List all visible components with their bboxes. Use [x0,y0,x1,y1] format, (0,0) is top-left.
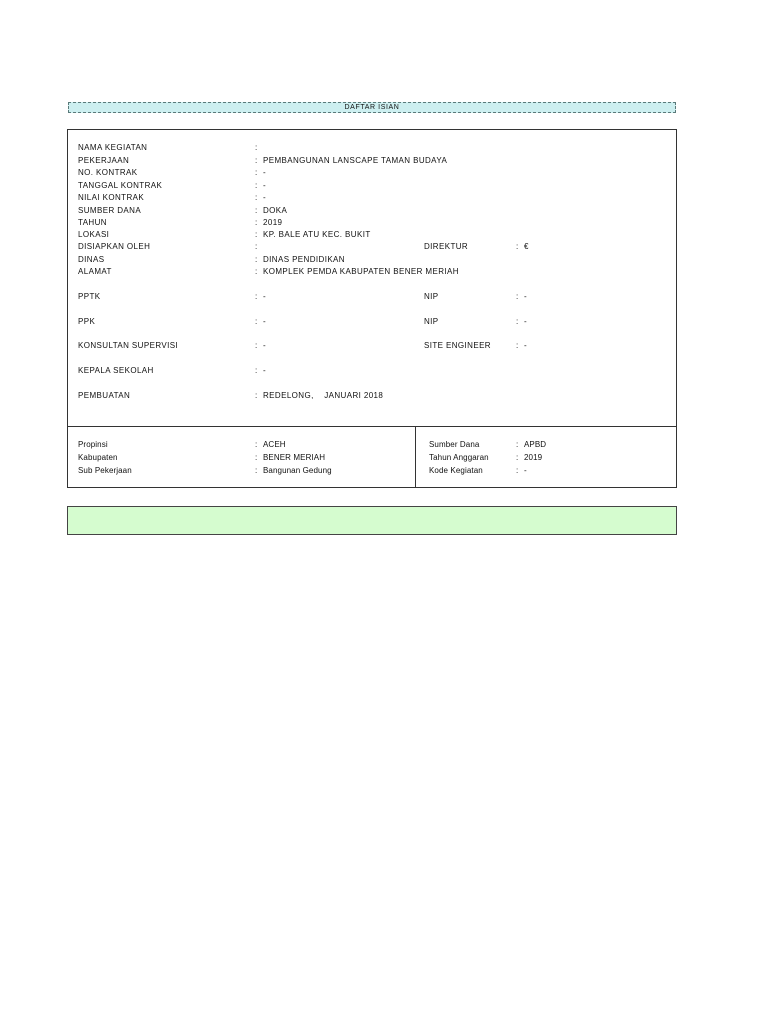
row-dinas [68,255,676,265]
label-ppk-nip: NIP [424,317,439,326]
label-tanggal-kontrak: TANGGAL KONTRAK [78,180,163,190]
value-nilai-kontrak: - [263,193,267,202]
row-nilai-kontrak [68,193,676,203]
label-pptk: PPTK [78,292,101,301]
label-sub-pekerjaan: Sub Pekerjaan [78,466,132,475]
colon: : [255,317,258,326]
label-alamat: ALAMAT [78,267,112,276]
section-divider [68,426,676,427]
colon: : [255,391,258,400]
colon: : [255,366,258,375]
colon: : [255,205,258,215]
value-ppk: - [263,317,267,326]
colon: : [255,292,258,301]
value-pptk-nip: - [524,292,528,301]
colon: : [255,168,258,177]
colon: : [255,242,258,251]
row-sumber-dana [68,206,676,216]
row-sub-pekerjaan [68,466,676,476]
row-propinsi [68,440,676,450]
colon: : [516,440,519,449]
value-kode-kegiatan: - [524,466,527,475]
colon: : [516,453,519,462]
row-kepala-sekolah [68,366,676,376]
value-pekerjaan: PEMBANGUNAN LANSCAPE TAMAN BUDAYA [263,155,448,165]
value-propinsi: ACEH [263,440,286,449]
label-tahun-anggaran: Tahun Anggaran [429,453,489,462]
colon: : [255,230,258,239]
colon: : [516,466,519,475]
colon: : [516,242,519,251]
colon: : [255,180,258,190]
label-dinas: DINAS [78,255,105,264]
value-pptk: - [263,292,267,301]
value-kepala-sekolah: - [263,366,267,375]
value-sumber-dana-lower: APBD [524,440,547,449]
label-tahun: TAHUN [78,218,107,227]
value-alamat: KOMPLEK PEMDA KABUPATEN BENER MERIAH [263,267,459,276]
colon: : [255,466,258,475]
value-lokasi: KP. BALE ATU KEC. BUKIT [263,230,371,239]
label-kepala-sekolah: KEPALA SEKOLAH [78,366,154,375]
value-kabupaten: BENER MERIAH [263,453,326,462]
value-dinas: DINAS PENDIDIKAN [263,255,345,264]
colon: : [255,143,258,152]
value-sub-pekerjaan: Bangunan Gedung [263,466,332,475]
row-nama-kegiatan [68,143,676,153]
colon: : [255,255,258,264]
row-alamat [68,267,676,277]
value-tanggal-kontrak: - [263,180,267,190]
label-nama-kegiatan: NAMA KEGIATAN [78,143,148,152]
label-kabupaten: Kabupaten [78,453,118,462]
label-direktur: DIREKTUR [424,242,469,251]
label-sumber-dana: SUMBER DANA [78,205,142,215]
value-ppk-nip: - [524,317,528,326]
row-tahun [68,218,676,228]
colon: : [255,440,258,449]
row-pekerjaan [68,156,676,166]
label-lokasi: LOKASI [78,230,110,239]
value-direktur: € [524,242,529,251]
row-pptk [68,292,676,302]
label-disiapkan-oleh: DISIAPKAN OLEH [78,242,151,251]
colon: : [255,155,258,165]
row-tanggal-kontrak [68,181,676,191]
label-site-engineer: SITE ENGINEER [424,341,491,350]
row-lokasi [68,230,676,240]
label-no-kontrak: NO. KONTRAK [78,168,138,177]
label-pembuatan: PEMBUATAN [78,391,131,400]
value-tahun-anggaran: 2019 [524,453,543,462]
value-konsultan-supervisi: - [263,341,267,350]
daftar-isian-title: DAFTAR ISIAN [68,102,676,113]
label-propinsi: Propinsi [78,440,108,449]
value-sumber-dana: DOKA [263,205,288,215]
label-ppk: PPK [78,317,96,326]
value-site-engineer: - [524,341,528,350]
row-no-kontrak [68,168,676,178]
label-konsultan-supervisi: KONSULTAN SUPERVISI [78,341,179,350]
row-kabupaten [68,453,676,463]
value-no-kontrak: - [263,168,267,177]
form-box [67,129,677,488]
row-pembuatan [68,391,676,401]
label-pekerjaan: PEKERJAAN [78,155,130,165]
colon: : [516,292,519,301]
value-pembuatan: REDELONG, JANUARI 2018 [263,391,384,400]
label-sumber-dana-lower: Sumber Dana [429,440,480,449]
row-konsultan-supervisi [68,341,676,351]
green-note-box [67,506,677,535]
row-ppk [68,317,676,327]
label-nilai-kontrak: NILAI KONTRAK [78,193,145,202]
colon: : [255,453,258,462]
row-disiapkan-oleh [68,242,676,252]
colon: : [516,317,519,326]
colon: : [255,218,258,227]
label-kode-kegiatan: Kode Kegiatan [429,466,483,475]
colon: : [516,341,519,350]
value-tahun: 2019 [263,218,283,227]
colon: : [255,193,258,202]
label-pptk-nip: NIP [424,292,439,301]
colon: : [255,341,258,350]
colon: : [255,267,258,276]
